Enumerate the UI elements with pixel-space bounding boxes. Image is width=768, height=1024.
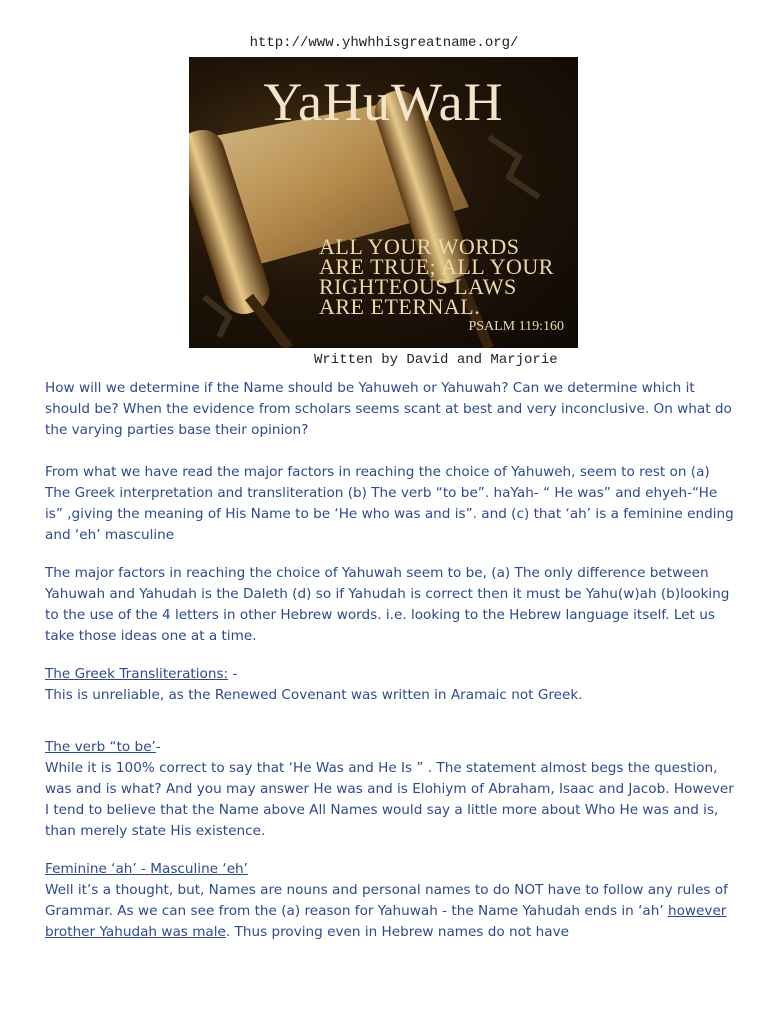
verse-line: ARE TRUE; ALL YOUR (319, 254, 554, 279)
verse-line: ARE ETERNAL. (319, 294, 481, 319)
verse-line: RIGHTEOUS LAWS (319, 274, 517, 299)
banner-image (189, 57, 578, 348)
paragraph-yahuwah-factors: The major factors in reaching the choice of Yahuwah seem to be, (a) The only difference between Yahuwah and Yahudah is the Daleth (d) so if Yahudah is correct then it must be Yahu(w)ah (b)looking to the use of the 4 letters in other Hebrew words. i.e. looking to the Hebrew language itself. Let us take those ideas one at a time. (45, 565, 730, 644)
article-body (45, 378, 735, 943)
section-greek-text: This is unreliable, as the Renewed Covenant was written in Aramaic not Greek. (45, 687, 583, 703)
greek-transliterations-link[interactable]: The Greek Transliterations: (45, 666, 229, 682)
banner-verse (319, 234, 574, 319)
feminine-text-a: Well it’s a thought, but, Names are nouns and personal names to do NOT have to follow any rules of Grammar. As we can see from the (a) reason for Yahuwah - the Name Yahudah ends in ‘ah’ (45, 882, 728, 919)
verb-to-be-link[interactable]: The verb “to be’ (45, 739, 156, 755)
section-feminine-heading (45, 859, 735, 880)
section-greek-heading (45, 664, 735, 685)
verse-reference: PSALM 119:160 (468, 319, 564, 334)
section-verb-text: While it is 100% correct to say that ‘He Was and He Is ” . The statement almost begs the question, was and is what? And you may answer He was and is Elohiym of Abraham, Isaac and Jacob. However I tend to believe that the Name above All Names would say a little more about Who He was and is, than merely state His existence. (45, 760, 734, 839)
verse-line: ALL YOUR WORDS (319, 234, 520, 259)
banner-title: YaHuWaH (263, 72, 504, 132)
heading-suffix: - (228, 666, 238, 682)
byline: Written by David and Marjorie (314, 352, 558, 368)
brother-yahudah-link[interactable]: however brother Yahudah was male (45, 903, 727, 940)
feminine-masculine-link[interactable]: Feminine ‘ah’ - Masculine ‘eh’ (45, 861, 248, 877)
feminine-text-b: . Thus proving even in Hebrew names do not have (225, 924, 569, 940)
paragraph-intro: How will we determine if the Name should be Yahuweh or Yahuwah? Can we determine which it should be? When the evidence from scholars seems scant at best and very inconclusive. On what do the varying parties base their opinion? (45, 380, 732, 438)
heading-suffix: - (155, 739, 161, 755)
paragraph-yahuweh-factors: From what we have read the major factors in reaching the choice of Yahuweh, seem to rest on (a) The Greek interpretation and transliteration (b) The verb “to be”. haYah- “ He was” and ehyeh-“He is” ,giving the meaning of His Name to be ‘He who was and is”. and (c) that ‘ah’ is a feminine ending and ‘eh’ masculine (45, 464, 734, 543)
section-verb-heading (45, 737, 735, 758)
section-feminine-text (45, 880, 735, 943)
site-url: http://www.yhwhhisgreatname.org/ (249, 35, 519, 51)
